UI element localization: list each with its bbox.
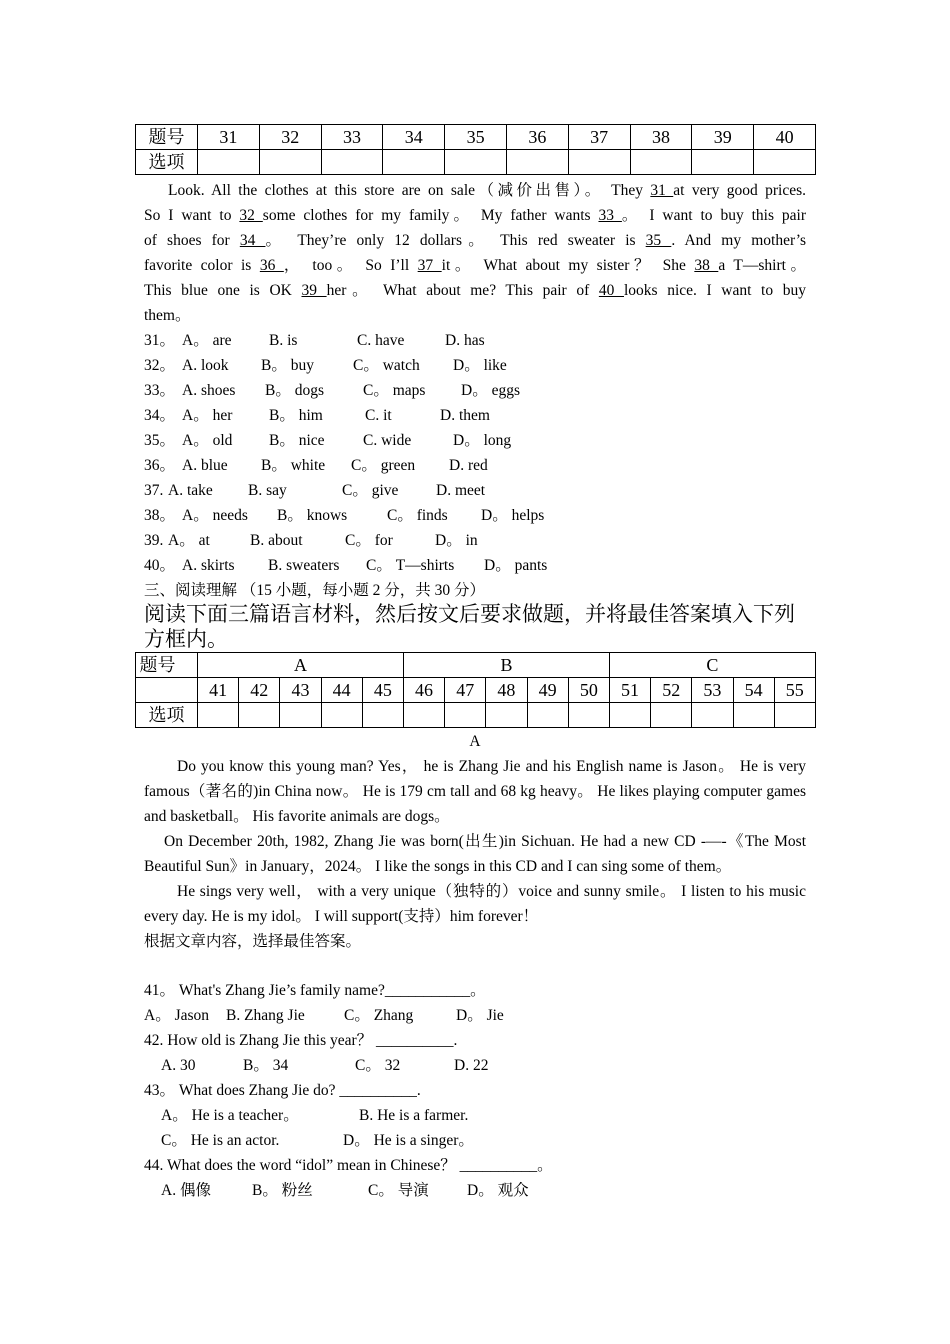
- answer-cell[interactable]: [403, 703, 444, 728]
- group-label: A: [198, 653, 404, 678]
- option[interactable]: D. red: [449, 457, 488, 474]
- answer-cell[interactable]: [321, 150, 383, 175]
- option[interactable]: C。 T—shirts: [366, 557, 455, 574]
- question-number: 37.: [144, 482, 164, 499]
- option[interactable]: A. take: [168, 482, 213, 499]
- option[interactable]: D。 long: [453, 432, 512, 449]
- option[interactable]: D。 He is a singer。: [343, 1132, 474, 1149]
- question-number: 48: [486, 678, 527, 703]
- cloze-line: This blue one is OK 39 her。 What about me? This pair of 40 looks nice. I want to buy: [144, 282, 806, 299]
- answer-cell[interactable]: [568, 703, 609, 728]
- cloze-questions: [144, 328, 806, 578]
- option[interactable]: C。 finds: [387, 507, 448, 524]
- answer-cell[interactable]: [362, 703, 403, 728]
- question-number: 50: [568, 678, 609, 703]
- option[interactable]: A。 at: [168, 532, 210, 549]
- option[interactable]: A. skirts: [182, 557, 235, 574]
- option[interactable]: B。 粉丝: [252, 1182, 313, 1199]
- option[interactable]: C. have: [357, 332, 405, 349]
- question-number: 35。: [144, 432, 176, 449]
- option-row: [144, 1103, 806, 1128]
- question-number: 32。: [144, 357, 176, 374]
- table-row: [136, 653, 816, 678]
- question-row: [144, 378, 806, 403]
- answer-cell[interactable]: [198, 703, 239, 728]
- question-number: 51: [609, 678, 650, 703]
- option[interactable]: A. blue: [182, 457, 228, 474]
- option[interactable]: A。 Jason: [144, 1007, 210, 1024]
- cloze-line: So I want to 32 some clothes for my family。 My father wants 33 。 I want to buy this pair: [144, 207, 807, 224]
- passage-title: A: [469, 733, 481, 750]
- option[interactable]: A. look: [182, 357, 229, 374]
- option-row: [144, 1178, 806, 1203]
- question-number: 45: [362, 678, 403, 703]
- option[interactable]: D. 22: [454, 1057, 489, 1074]
- answer-cell[interactable]: [239, 703, 280, 728]
- option-row: [144, 1053, 806, 1078]
- passage-paragraph: Do you know this young man? Yes， he is Zhang Jie and his English name is Jason。 He is very famous（著名的)in China now。 He is 179 cm tall and 68 kg heavy。 He likes playing computer games and basketball。 His favorite animals are dogs。: [144, 758, 806, 825]
- question-row: [144, 478, 806, 503]
- passage-paragraph: On December 20th, 1982, Zhang Jie was born(出生)in Sichuan. He had a new CD -—-《The Most Beautiful Sun》in January，2024。 I like the songs in this CD and I can sing some of them。: [144, 833, 806, 875]
- option[interactable]: D。 like: [453, 357, 507, 374]
- header-label: 题号: [127, 653, 189, 678]
- option[interactable]: C。 green: [351, 457, 416, 474]
- option[interactable]: B。 nice: [269, 432, 325, 449]
- question-number: 38。: [144, 507, 176, 524]
- question-number: 46: [403, 678, 444, 703]
- option[interactable]: A。 her: [182, 407, 233, 424]
- option[interactable]: A。 needs: [182, 507, 248, 524]
- question-number: 33。: [144, 382, 176, 399]
- passage-paragraph: He sings very well， with a very unique（独特的）voice and sunny smile。 I listen to his music every day. He is my idol。 I will support(支持）him forever！: [144, 883, 806, 925]
- question-number: 33: [321, 125, 383, 150]
- option[interactable]: B。 34: [243, 1057, 289, 1074]
- option[interactable]: B. He is a farmer.: [359, 1107, 469, 1124]
- answer-table-31-40: [135, 124, 816, 175]
- question-row: [144, 553, 806, 578]
- question-number: 31。: [144, 332, 176, 349]
- question-number: 54: [733, 678, 774, 703]
- question-row: [144, 328, 806, 353]
- table-row: [136, 703, 816, 728]
- option[interactable]: D. them: [440, 407, 490, 424]
- answer-cell[interactable]: [651, 703, 692, 728]
- question-number: 44: [321, 678, 362, 703]
- cloze-line: of shoes for 34 。 They’re only 12 dollars。 This red sweater is 35 . And my mother’s: [144, 232, 807, 249]
- option[interactable]: C。 Zhang: [344, 1007, 414, 1024]
- option[interactable]: D。 helps: [481, 507, 545, 524]
- option[interactable]: A。 He is a teacher。: [161, 1107, 299, 1124]
- cloze-line: favorite color is 36 ， too。 So I’ll 37 it。 What about my sister？ She 38 a T—shirt。: [144, 257, 807, 274]
- question-row: [144, 353, 806, 378]
- question-row: [144, 453, 806, 478]
- question-row: [144, 503, 806, 528]
- question-number: 36: [506, 125, 568, 150]
- option[interactable]: B. say: [248, 482, 287, 499]
- option[interactable]: D。 eggs: [461, 382, 520, 399]
- option[interactable]: C. it: [365, 407, 392, 424]
- question-number: 52: [651, 678, 692, 703]
- reading-questions: [144, 978, 806, 1203]
- question-number: 42: [239, 678, 280, 703]
- question-number: 43: [280, 678, 321, 703]
- option[interactable]: D. meet: [436, 482, 486, 499]
- cloze-line: Look. All the clothes at this store are on sale（减价出售）。 They 31 at very good prices.: [168, 182, 807, 199]
- option-row: [144, 1128, 806, 1153]
- question-number: 39: [692, 125, 754, 150]
- passage-instruction: 根据文章内容，选择最佳答案。: [144, 933, 362, 950]
- option[interactable]: B. sweaters: [268, 557, 340, 574]
- question-row: [144, 403, 806, 428]
- question-number: 34。: [144, 407, 176, 424]
- group-label: C: [609, 653, 815, 678]
- option[interactable]: B。 him: [269, 407, 323, 424]
- question-number: 35: [445, 125, 507, 150]
- question-stem: 44. What does the word “idol” mean in Chinese？ __________。: [144, 1157, 553, 1174]
- answer-cell[interactable]: [445, 150, 507, 175]
- question-number: 36。: [144, 457, 176, 474]
- header-label: 题号: [136, 125, 198, 150]
- option[interactable]: D。 in: [435, 532, 478, 549]
- question-number: 38: [630, 125, 692, 150]
- answer-cell[interactable]: [692, 150, 754, 175]
- option[interactable]: B。 dogs: [265, 382, 324, 399]
- question-number: 40。: [144, 557, 176, 574]
- option[interactable]: A. shoes: [182, 382, 236, 399]
- answer-cell[interactable]: [609, 703, 650, 728]
- answer-cell[interactable]: [383, 150, 445, 175]
- section-heading: 三、阅读理解 （15 小题，每小题 2 分，共 30 分）: [144, 582, 486, 599]
- question-stem: 41。 What's Zhang Jie’s family name?___________。: [144, 982, 486, 999]
- option-row: [144, 1003, 806, 1028]
- table-row: [136, 678, 816, 703]
- option[interactable]: C。 导演: [368, 1182, 429, 1199]
- option[interactable]: A。 are: [182, 332, 232, 349]
- passage-a: [144, 754, 806, 954]
- question-number: 32: [259, 125, 321, 150]
- option[interactable]: A。 old: [182, 432, 233, 449]
- answer-cell[interactable]: [259, 150, 321, 175]
- question-number: 40: [754, 125, 816, 150]
- answer-cell[interactable]: [774, 703, 815, 728]
- answer-cell[interactable]: [445, 703, 486, 728]
- question-number: 47: [445, 678, 486, 703]
- answer-cell[interactable]: [486, 703, 527, 728]
- answer-cell[interactable]: [692, 703, 733, 728]
- answer-cell[interactable]: [198, 150, 260, 175]
- option[interactable]: B. about: [250, 532, 303, 549]
- cloze-passage: [144, 178, 806, 328]
- question-stem: 42. How old is Zhang Jie this year？ __________.: [144, 1032, 458, 1049]
- option[interactable]: D。 pants: [484, 557, 548, 574]
- answer-table-41-55: [135, 652, 816, 728]
- group-label: B: [403, 653, 609, 678]
- answer-cell[interactable]: [754, 150, 816, 175]
- option[interactable]: B。 buy: [261, 357, 314, 374]
- question-number: 34: [383, 125, 445, 150]
- option[interactable]: B。 knows: [277, 507, 348, 524]
- option[interactable]: C。 32: [355, 1057, 401, 1074]
- option[interactable]: D. has: [445, 332, 485, 349]
- cloze-line: them。: [144, 307, 191, 324]
- option[interactable]: B. is: [269, 332, 298, 349]
- question-number: 53: [692, 678, 733, 703]
- empty-cell: [136, 678, 198, 703]
- option[interactable]: A. 偶像: [161, 1182, 211, 1199]
- answer-label: 选项: [136, 150, 198, 175]
- option[interactable]: C。 watch: [353, 357, 420, 374]
- answer-cell[interactable]: [321, 703, 362, 728]
- answer-label: 选项: [136, 703, 198, 728]
- answer-cell[interactable]: [630, 150, 692, 175]
- question-row: [144, 528, 806, 553]
- question-number: 55: [774, 678, 815, 703]
- answer-cell[interactable]: [568, 150, 630, 175]
- answer-cell[interactable]: [280, 703, 321, 728]
- question-stem: 43。 What does Zhang Jie do? __________.: [144, 1082, 421, 1099]
- question-number: 41: [198, 678, 239, 703]
- option[interactable]: C。 for: [345, 532, 393, 549]
- option[interactable]: D。 观众: [467, 1182, 529, 1199]
- question-number: 37: [568, 125, 630, 150]
- option[interactable]: C。 maps: [363, 382, 426, 399]
- answer-cell[interactable]: [506, 150, 568, 175]
- option[interactable]: B. Zhang Jie: [226, 1007, 305, 1024]
- question-row: [144, 428, 806, 453]
- section-instruction: 阅读下面三篇语言材料，然后按文后要求做题，并将最佳答案填入下列方框内。: [144, 602, 795, 651]
- question-number: 49: [527, 678, 568, 703]
- option[interactable]: C。 give: [342, 482, 399, 499]
- option[interactable]: D。 Jie: [456, 1007, 504, 1024]
- option[interactable]: B。 white: [261, 457, 326, 474]
- answer-cell[interactable]: [527, 703, 568, 728]
- question-number: 39.: [144, 532, 164, 549]
- question-number: 31: [198, 125, 260, 150]
- table-row: [136, 150, 816, 175]
- option[interactable]: C. wide: [363, 432, 412, 449]
- answer-cell[interactable]: [733, 703, 774, 728]
- option[interactable]: C。 He is an actor.: [161, 1132, 280, 1149]
- table-row: [136, 125, 816, 150]
- option[interactable]: A. 30: [161, 1057, 196, 1074]
